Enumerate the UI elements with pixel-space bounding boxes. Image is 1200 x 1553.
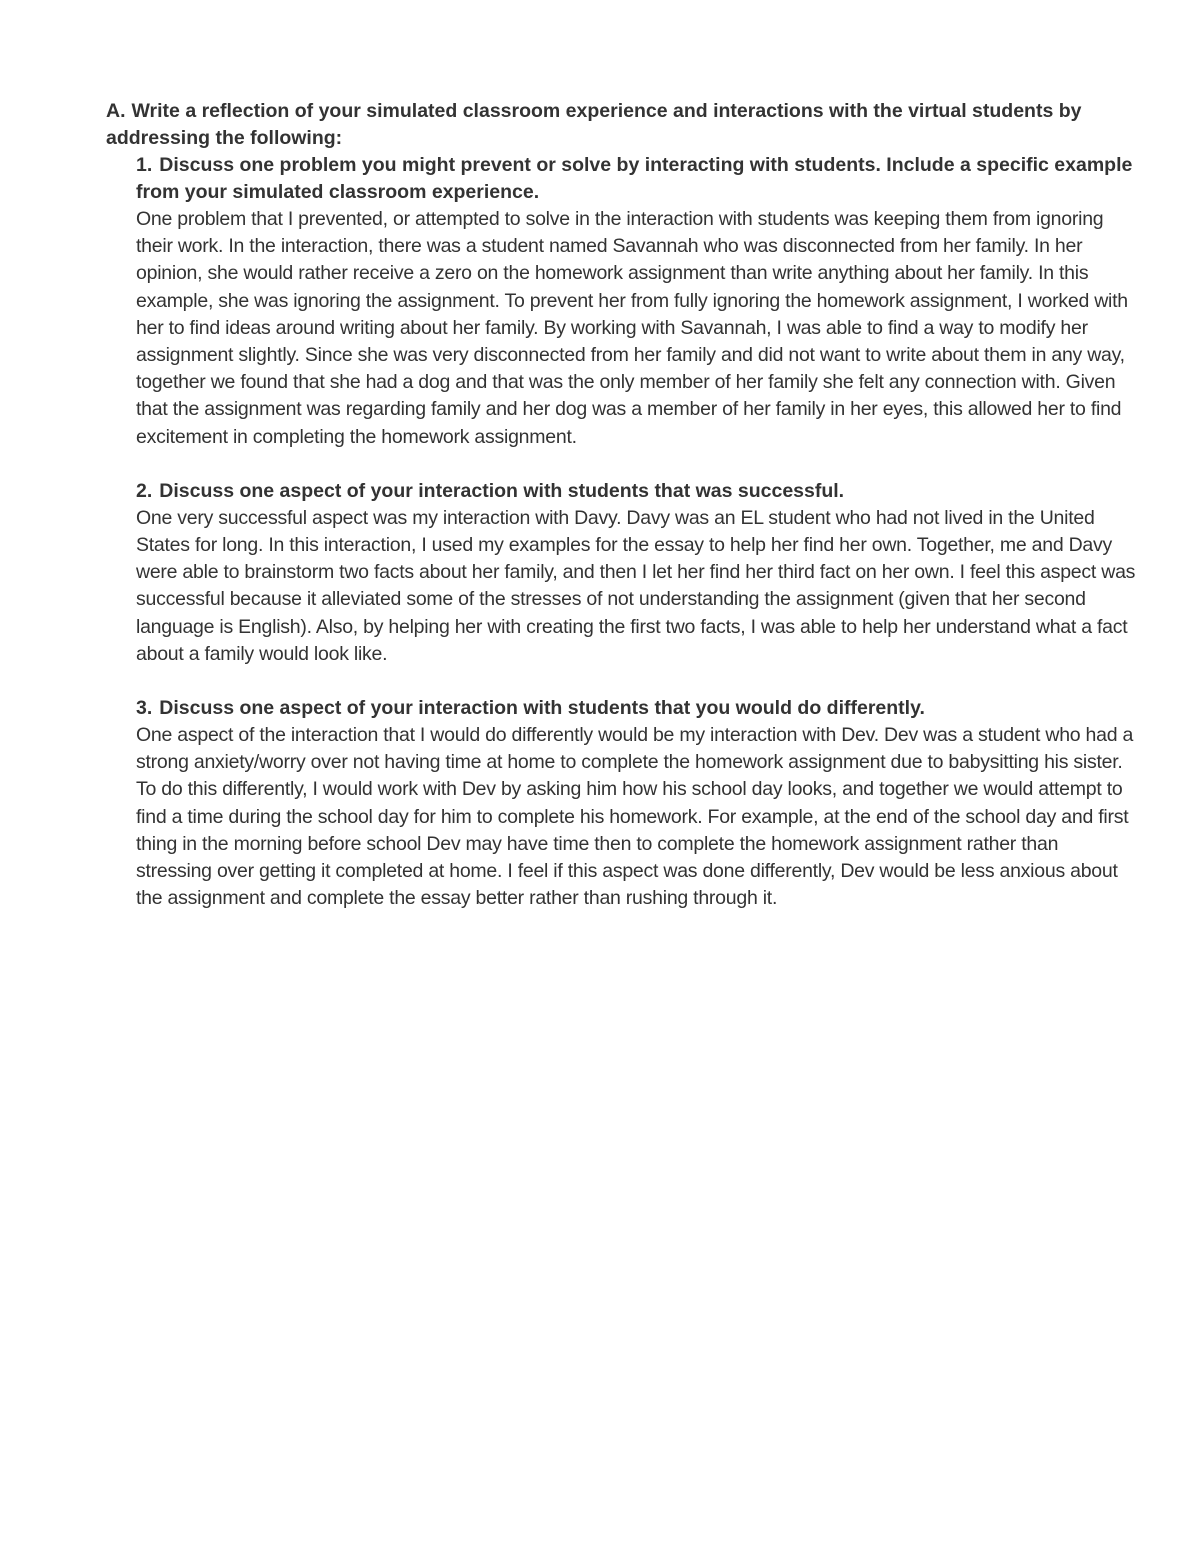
question-2-number: 2. — [136, 479, 153, 502]
question-1-answer: One problem that I prevented, or attempted to solve in the interaction with students was keeping them from ignoring their work. In the interaction, there was a student named Savannah who was disconnected from her family. In her opinion, she would rather receive a zero on the homework assignment than write anything about her family. In this example, she was ignoring the assignment. To prevent her from fully ignoring the homework assignment, I worked with her to find ideas around writing about her family. By working with Savannah, I was able to find a way to modify her assignment slightly. Since she was very disconnected from her family and did not want to write about them in any way, together we found that she had a dog and that was the only member of her family she felt any connection with. Given that the assignment was regarding family and her dog was a member of her family in her eyes, this allowed her to find excitement in completing the homework assignment. — [136, 208, 1128, 448]
question-3-number: 3. — [136, 697, 153, 720]
question-1-prompt — [136, 152, 1136, 206]
question-3-prompt — [136, 695, 1136, 722]
section-a-heading — [106, 98, 1136, 152]
document-content — [106, 98, 1136, 912]
question-3-answer: One aspect of the interaction that I would do differently would be my interaction with Dev. Dev was a student who had a strong anxiety/worry over not having time at home to complete the homework assignment due to babysitting his sister. To do this differently, I would work with Dev by asking him how his school day looks, and together we would attempt to find a time during the school day for him to complete his homework. For example, at the end of the school day and first thing in the morning before school Dev may have time then to complete the homework assignment rather than stressing over getting it completed at home. I feel if this aspect was done differently, Dev would be less anxious about the assignment and complete the essay better rather than rushing through it. — [136, 724, 1134, 910]
question-1 — [136, 152, 1136, 451]
question-3-prompt-text: Discuss one aspect of your interaction with students that you would do differently. — [159, 697, 925, 720]
question-1-number: 1. — [136, 154, 153, 176]
question-2-prompt — [136, 478, 1136, 505]
section-a-marker: A. — [106, 100, 126, 122]
spacer — [106, 668, 1136, 695]
section-a-text: Write a reflection of your simulated classroom experience and interactions with the virtual students by addressing the following: — [106, 100, 1082, 149]
question-3 — [136, 695, 1136, 912]
question-2-prompt-text: Discuss one aspect of your interaction with students that was successful. — [159, 479, 845, 502]
question-1-prompt-text: Discuss one problem you might prevent or solve by interacting with students. Include a specific example from your simulated classroom experience. — [136, 154, 1133, 203]
question-2-answer: One very successful aspect was my interaction with Davy. Davy was an EL student who had not lived in the United States for long. In this interaction, I used my examples for the essay to help her find her own. Together, me and Davy were able to brainstorm two facts about her family, and then I let her find her third fact on her own. I feel this aspect was successful because it alleviated some of the stresses of not understanding the assignment (given that her second language is English). Also, by helping her with creating the first two facts, I was able to help her understand what a fact about a family would look like. — [136, 506, 1136, 665]
question-2 — [136, 478, 1136, 668]
spacer — [106, 451, 1136, 478]
